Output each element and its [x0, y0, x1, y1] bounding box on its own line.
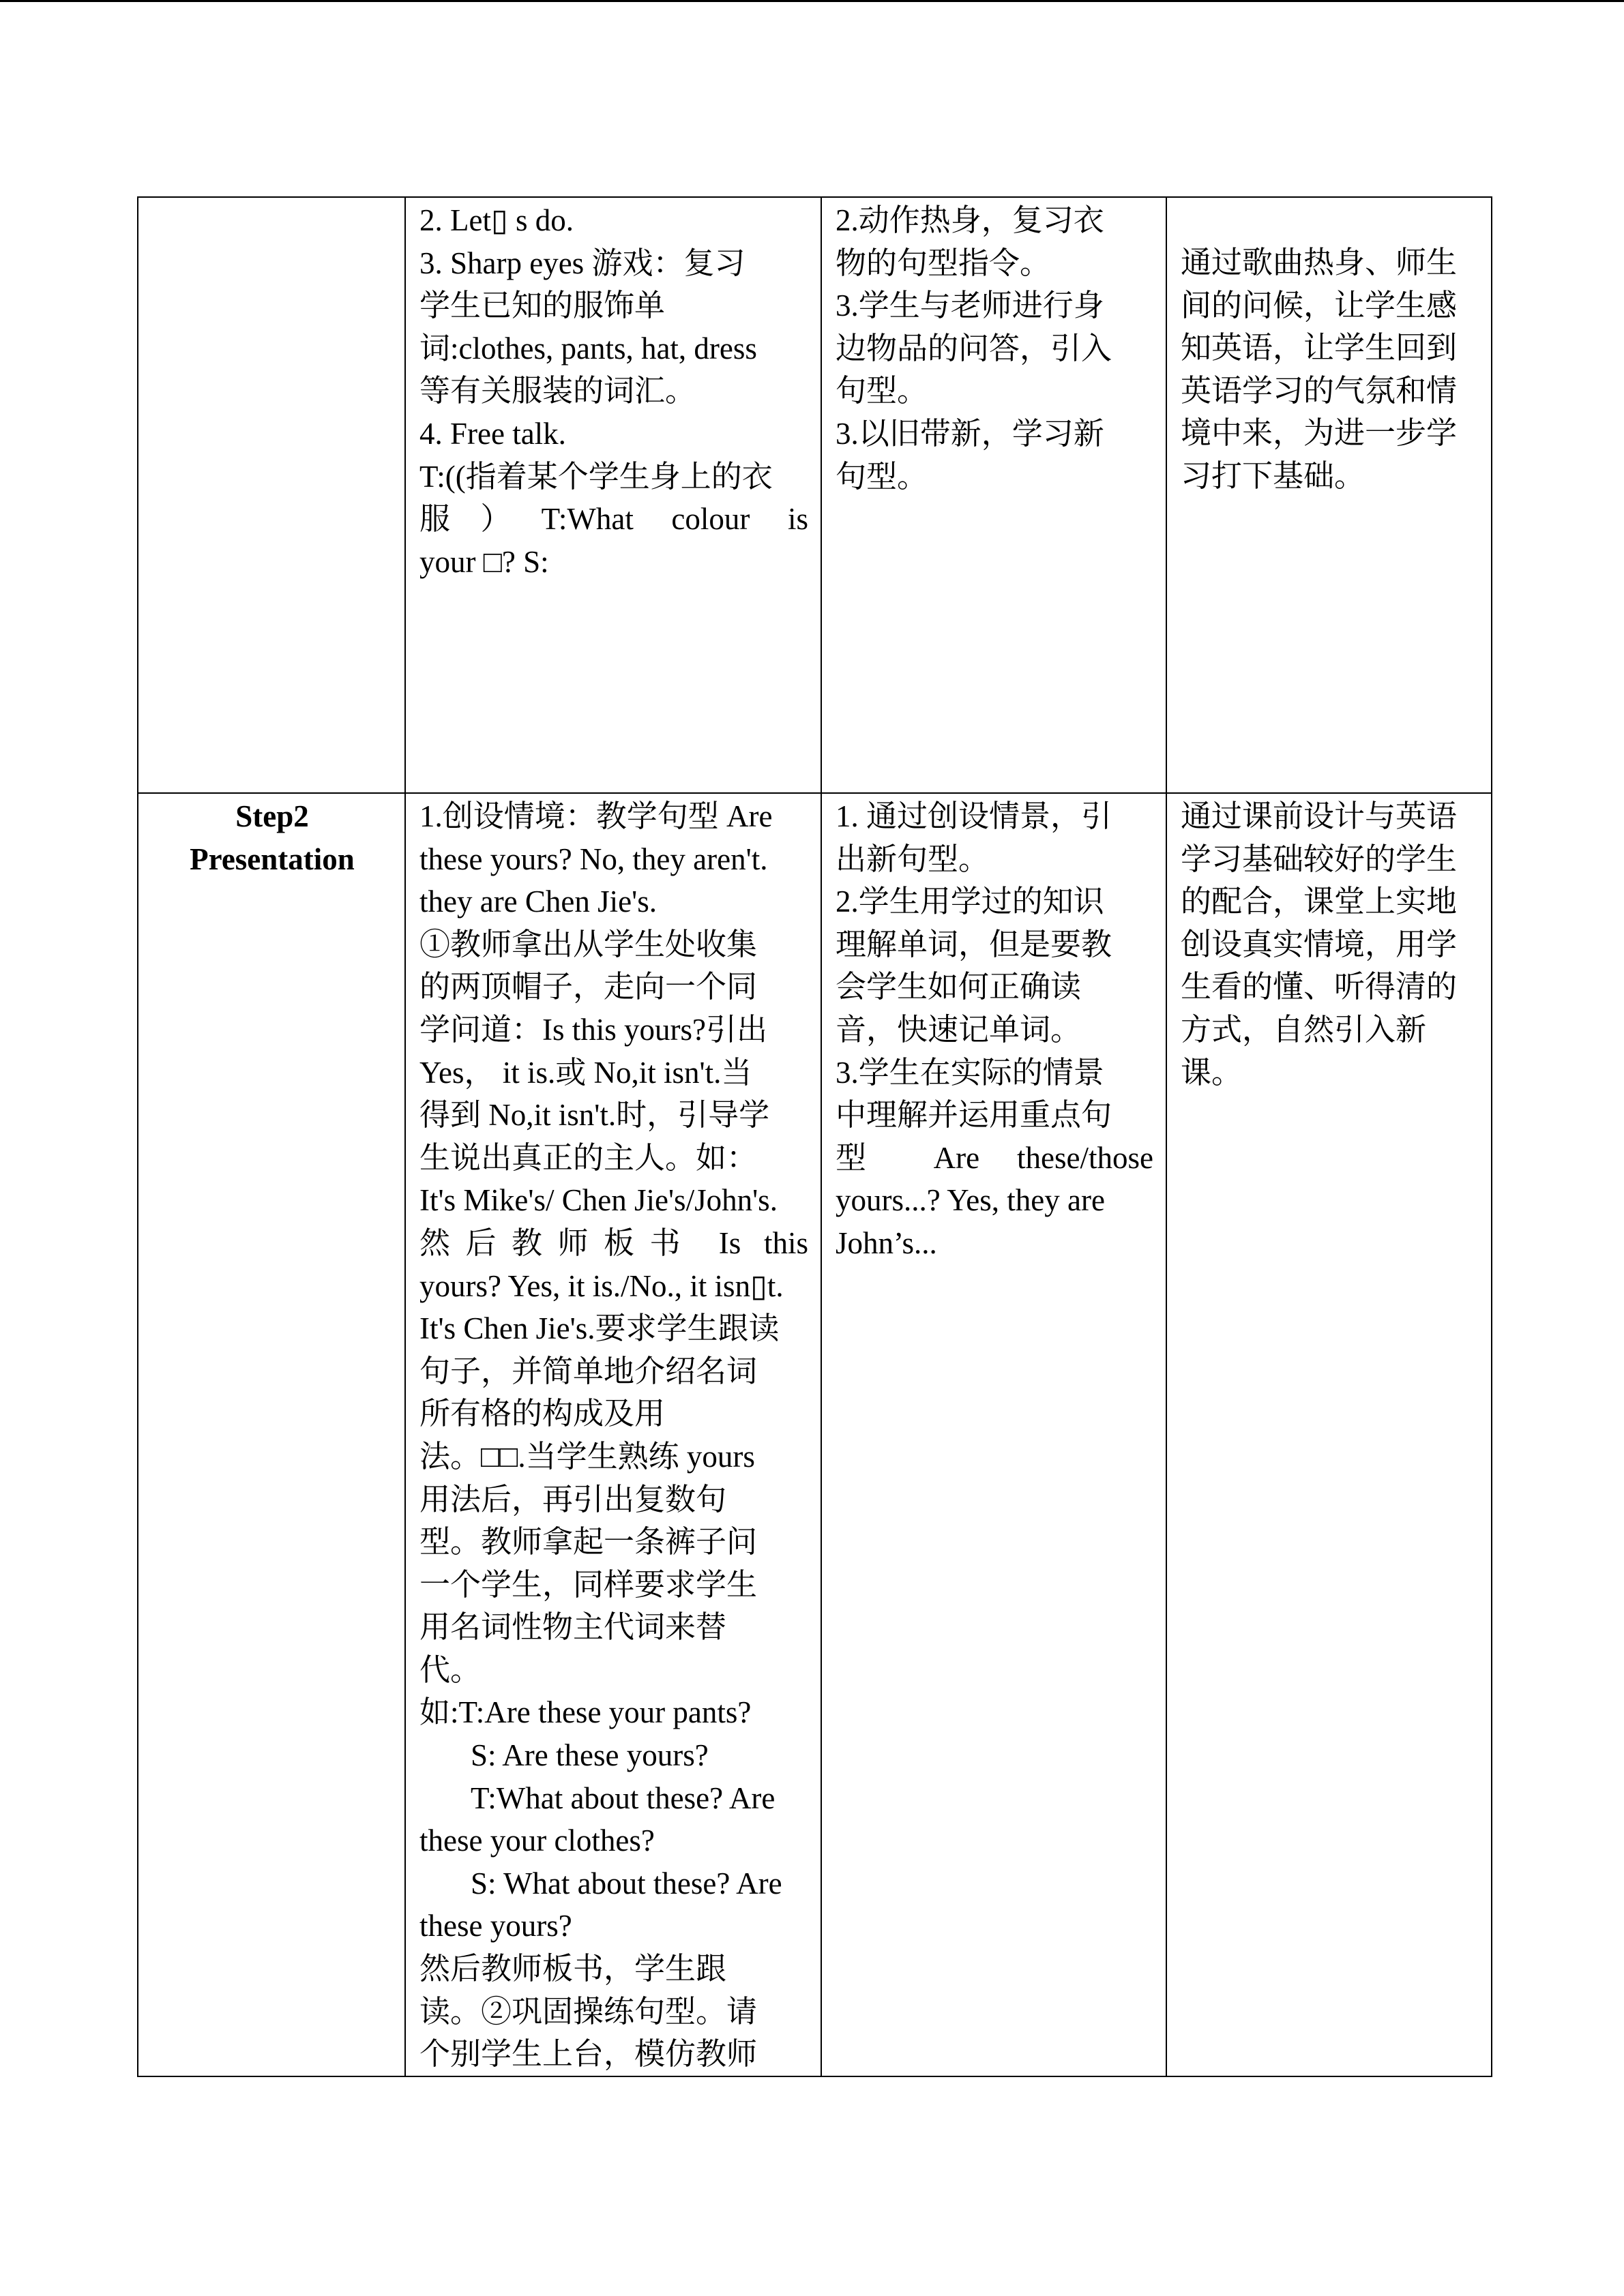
activity-line: yours? Yes, it is./No., it isn▯t.: [419, 1268, 784, 1303]
design-line: 间的问候，让学生感: [1181, 288, 1458, 323]
activity-line: 读。②巩固操练句型。请: [419, 1994, 758, 2029]
activity-line: 服）T:What colour is: [419, 502, 808, 537]
lesson-plan-table: [137, 196, 1492, 2077]
activity-line: 个别学生上台，模仿教师: [419, 2037, 758, 2072]
activity-line: T:((指着某个学生身上的衣: [419, 459, 773, 494]
purpose-line: 句型。: [836, 459, 928, 494]
activity-line: these yours?: [419, 1909, 572, 1943]
purpose-line: 出新句型。: [836, 841, 990, 876]
purpose-cell: [821, 793, 1166, 2076]
activity-line: It's Chen Jie's.要求学生跟读: [419, 1311, 780, 1346]
purpose-line: 3.以旧带新，学习新: [836, 416, 1104, 451]
table-row: [138, 197, 1492, 793]
step-cell: [138, 793, 405, 2076]
activity-line: they are Chen Jie's.: [419, 884, 658, 919]
design-line: 英语学习的气氛和情: [1181, 373, 1458, 408]
design-line: 生看的懂、听得清的: [1181, 970, 1458, 1004]
purpose-line: 边物品的问答，引入: [836, 331, 1112, 366]
activity-line: your □? S:: [419, 544, 549, 579]
purpose-line: 型 Are these/those: [836, 1140, 1153, 1175]
activity-line: 然后教师板书，学生跟: [419, 1952, 727, 1986]
purpose-line: 句型。: [836, 374, 928, 408]
step-title: Presentation: [190, 841, 355, 876]
activity-line: 得到 No,it isn't.时，引导学: [419, 1098, 770, 1133]
activity-line: 用法后，再引出复数句: [419, 1482, 727, 1517]
purpose-line: 物的句型指令。: [836, 245, 1051, 280]
activity-line: 代。: [419, 1652, 482, 1687]
activity-line: these your clothes?: [419, 1823, 655, 1858]
activity-line: 所有格的构成及用: [419, 1397, 666, 1431]
purpose-line: 2.动作热身，复习衣: [836, 203, 1104, 237]
step-number: Step2: [235, 799, 309, 833]
design-cell: [1166, 197, 1492, 793]
design-line: 习打下基础。: [1181, 458, 1365, 493]
design-line: 创设真实情境，用学: [1181, 927, 1458, 961]
activities-cell: [405, 197, 821, 793]
activity-line: S: What about these? Are: [471, 1866, 782, 1900]
purpose-line: 2.学生用学过的知识: [836, 884, 1104, 919]
purpose-line: 会学生如何正确读: [836, 970, 1082, 1004]
activity-line: S: Are these yours?: [471, 1738, 709, 1773]
purpose-line: 3.学生在实际的情景: [836, 1055, 1104, 1090]
activity-line: 3. Sharp eyes 游戏：复习: [419, 245, 745, 280]
design-line: 学习基础较好的学生: [1181, 841, 1458, 876]
purpose-line: 中理解并运用重点句: [836, 1098, 1112, 1133]
activity-line: 一个学生，同样要求学生: [419, 1567, 758, 1602]
activity-line: these yours? No, they aren't.: [419, 841, 768, 876]
design-line: 通过歌曲热身、师生: [1181, 245, 1458, 280]
activity-line: 2. Let▯ s do.: [419, 203, 574, 237]
activity-line: 的两顶帽子，走向一个同: [419, 970, 758, 1004]
table-row: [138, 793, 1492, 2076]
activity-line: ①教师拿出从学生处收集: [419, 927, 758, 961]
activity-line: 生说出真正的主人。如：: [419, 1140, 758, 1175]
design-line: 的配合，课堂上实地: [1181, 884, 1458, 919]
design-line: 方式，自然引入新: [1181, 1012, 1427, 1047]
activity-line: 句子，并简单地介绍名词: [419, 1354, 758, 1388]
activity-line: It's Mike's/ Chen Jie's/John's.: [419, 1183, 778, 1218]
design-cell: [1166, 793, 1492, 2076]
purpose-line: John’s...: [836, 1225, 937, 1260]
page-top-rule: [0, 0, 1624, 2]
activity-line: 如:T:Are these your pants?: [419, 1695, 752, 1730]
purpose-line: 音，快速记单词。: [836, 1012, 1082, 1047]
activity-line: 用名词性物主代词来替: [419, 1610, 727, 1645]
activity-line: 1.创设情境：教学句型 Are: [419, 799, 773, 833]
design-line: 境中来，为进一步学: [1181, 416, 1458, 451]
purpose-cell: [821, 197, 1166, 793]
purpose-line: 1. 通过创设情景，引: [836, 799, 1112, 833]
activity-line: 型。教师拿起一条裤子问: [419, 1525, 758, 1560]
activity-line: 学问道：Is this yours?引出: [419, 1012, 767, 1047]
activity-line: Yes， it is.或 No,it isn't.当: [419, 1055, 752, 1090]
design-line: 知英语，让学生回到: [1181, 331, 1458, 366]
activity-line: T:What about these? Are: [471, 1780, 776, 1815]
activity-line: 然后教师板书 Is this: [419, 1225, 808, 1260]
purpose-line: yours...? Yes, they are: [836, 1183, 1105, 1218]
activity-line: 学生已知的服饰单: [419, 288, 666, 323]
activity-line: 等有关服装的词汇。: [419, 374, 696, 408]
activity-line: 法。□□.当学生熟练 yours: [419, 1439, 755, 1474]
purpose-line: 理解单词，但是要教: [836, 927, 1112, 961]
step-cell: [138, 197, 405, 793]
activity-line: 4. Free talk.: [419, 416, 566, 451]
activities-cell: [405, 793, 821, 2076]
activity-line: 词:clothes, pants, hat, dress: [419, 331, 757, 366]
design-line: 课。: [1181, 1055, 1243, 1090]
design-line: 通过课前设计与英语: [1181, 799, 1458, 833]
purpose-line: 3.学生与老师进行身: [836, 288, 1104, 323]
